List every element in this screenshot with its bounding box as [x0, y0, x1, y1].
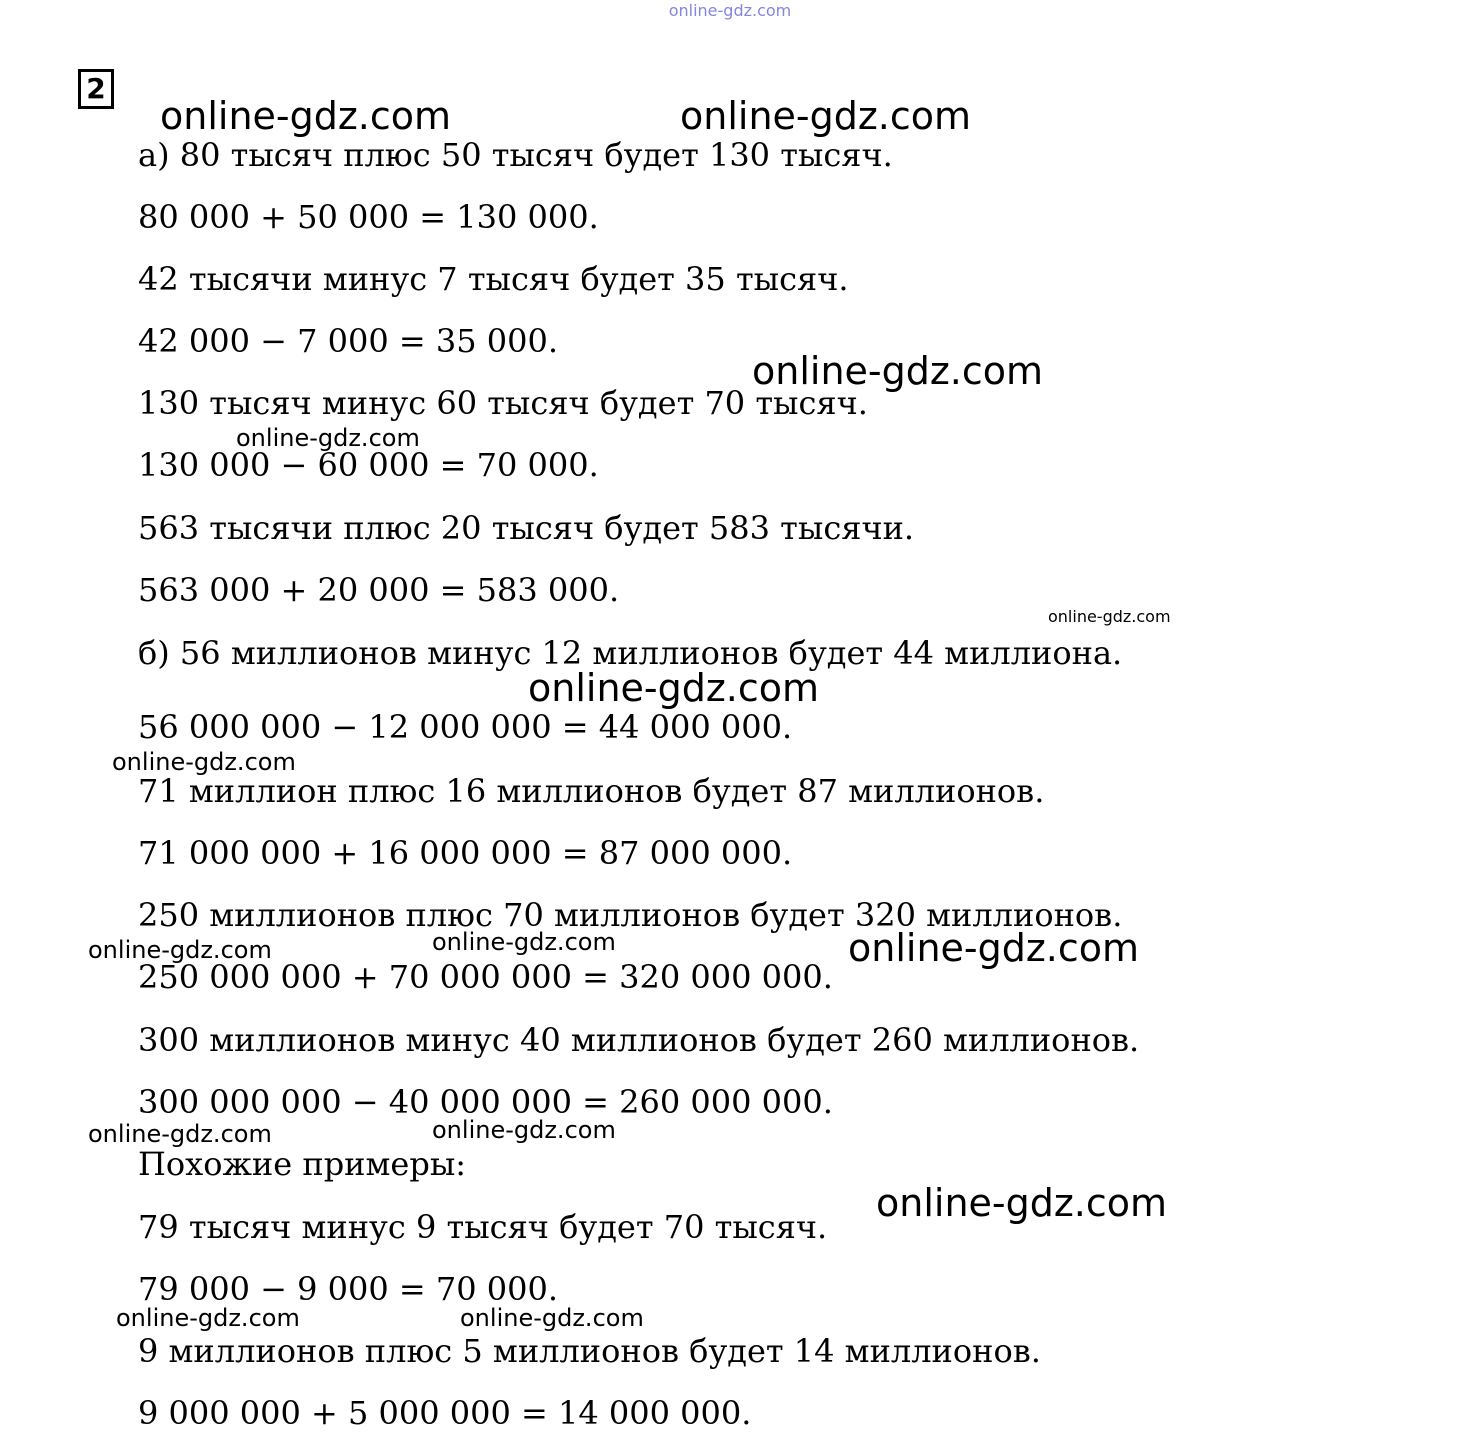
- watermark: online-gdz.com: [236, 424, 420, 452]
- solution-line: 563 тысячи плюс 20 тысяч будет 583 тысячи.: [138, 509, 915, 547]
- watermark: online-gdz.com: [432, 928, 616, 956]
- solution-line: 300 000 000 − 40 000 000 = 260 000 000.: [138, 1083, 833, 1121]
- solution-line: 9 миллионов плюс 5 миллионов будет 14 миллионов.: [138, 1332, 1041, 1370]
- solution-line: 130 000 − 60 000 = 70 000.: [138, 446, 599, 484]
- task-number: 2: [78, 69, 114, 109]
- solution-line: 250 миллионов плюс 70 миллионов будет 320 миллионов.: [138, 896, 1123, 934]
- watermark: online-gdz.com: [876, 1181, 1168, 1225]
- solution-line: б) 56 миллионов минус 12 миллионов будет 44 миллиона.: [138, 634, 1123, 672]
- watermark: online-gdz.com: [116, 1304, 300, 1332]
- watermark: online-gdz.com: [88, 936, 272, 964]
- watermark: online-gdz.com: [432, 1116, 616, 1144]
- watermark: online-gdz.com: [88, 1120, 272, 1148]
- solution-line: 56 000 000 − 12 000 000 = 44 000 000.: [138, 708, 793, 746]
- solution-line: 9 000 000 + 5 000 000 = 14 000 000.: [138, 1394, 752, 1432]
- watermark: online-gdz.com: [528, 666, 820, 710]
- solution-line: 80 000 + 50 000 = 130 000.: [138, 198, 599, 236]
- solution-line: 79 тысяч минус 9 тысяч будет 70 тысяч.: [138, 1208, 828, 1246]
- solution-line: 130 тысяч минус 60 тысяч будет 70 тысяч.: [138, 384, 868, 422]
- top-watermark: online-gdz.com: [668, 1, 792, 20]
- solution-line: Похожие примеры:: [138, 1145, 467, 1183]
- solution-line: 300 миллионов минус 40 миллионов будет 260 миллионов.: [138, 1021, 1140, 1059]
- watermark: online-gdz.com: [460, 1304, 644, 1332]
- watermark: online-gdz.com: [680, 94, 972, 138]
- watermark: online-gdz.com: [752, 349, 1044, 393]
- solution-line: 71 000 000 + 16 000 000 = 87 000 000.: [138, 834, 793, 872]
- solution-line: 250 000 000 + 70 000 000 = 320 000 000.: [138, 958, 833, 996]
- solution-line: 42 000 − 7 000 = 35 000.: [138, 322, 559, 360]
- watermark: online-gdz.com: [848, 926, 1140, 970]
- watermark: online-gdz.com: [160, 94, 452, 138]
- solution-line: 71 миллион плюс 16 миллионов будет 87 миллионов.: [138, 772, 1045, 810]
- watermark: online-gdz.com: [1048, 607, 1171, 626]
- solution-line: 42 тысячи минус 7 тысяч будет 35 тысяч.: [138, 260, 849, 298]
- solution-line: 79 000 − 9 000 = 70 000.: [138, 1270, 559, 1308]
- solution-line: 563 000 + 20 000 = 583 000.: [138, 571, 620, 609]
- solution-line: а) 80 тысяч плюс 50 тысяч будет 130 тысяч.: [138, 136, 893, 174]
- watermark: online-gdz.com: [112, 748, 296, 776]
